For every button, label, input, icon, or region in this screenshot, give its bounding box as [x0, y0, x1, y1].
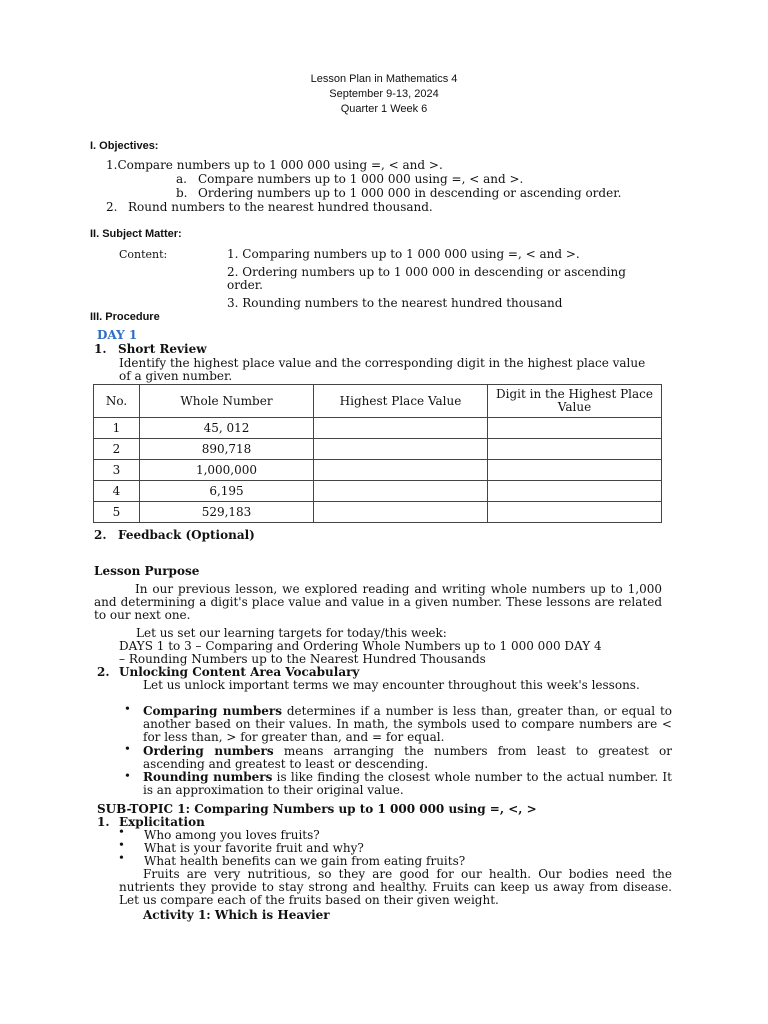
row-place — [314, 439, 488, 460]
row-number: 45, 012 — [140, 418, 314, 439]
objective-1: 1.Compare numbers up to 1 000 000 using =, < and >. — [106, 158, 443, 172]
row-no: 5 — [94, 502, 140, 523]
term-name: Rounding numbers — [143, 770, 273, 784]
explicitation-marker: 1. — [97, 815, 110, 829]
objective-1a: Compare numbers up to 1 000 000 using =, < and >. — [198, 172, 524, 186]
bullet-icon: • — [119, 838, 124, 853]
row-number: 1,000,000 — [140, 460, 314, 481]
table-row — [94, 418, 662, 439]
bullet-icon: • — [125, 769, 130, 784]
activity-heading: Activity 1: Which is Heavier — [143, 908, 330, 922]
row-number: 890,718 — [140, 439, 314, 460]
row-digit — [488, 418, 662, 439]
learning-targets-line2: – Rounding Numbers up to the Nearest Hundred Thousands — [119, 652, 486, 666]
row-number: 529,183 — [140, 502, 314, 523]
row-place — [314, 502, 488, 523]
learning-targets-intro: Let us set our learning targets for today/this week: — [136, 626, 447, 640]
table-row — [94, 460, 662, 481]
row-digit — [488, 502, 662, 523]
header-highest-place-value: Highest Place Value — [314, 385, 488, 418]
place-value-table — [93, 384, 662, 523]
learning-targets-line1: DAYS 1 to 3 – Comparing and Ordering Whole Numbers up to 1 000 000 DAY 4 — [119, 639, 602, 653]
objective-1a-marker: a. — [176, 172, 187, 186]
header-digit: Digit in the Highest Place Value — [488, 385, 662, 418]
feedback-marker: 2. — [94, 528, 107, 542]
row-place — [314, 418, 488, 439]
bullet-icon: • — [125, 742, 130, 757]
review-instruction-cont: of a given number. — [119, 369, 233, 383]
table-header-row — [94, 385, 662, 418]
row-number: 6,195 — [140, 481, 314, 502]
row-digit — [488, 481, 662, 502]
header-whole-number: Whole Number — [140, 385, 314, 418]
fruits-paragraph: Fruits are very nutritious, so they are good for our health. Our bodies need the nutrients they provide to stay strong and healthy. Fruits can keep us away from disease. Let us compare each of the fruits based on their given weight. — [119, 867, 672, 907]
row-no: 4 — [94, 481, 140, 502]
objective-1b-marker: b. — [176, 186, 188, 200]
objectives-heading: I. Objectives: — [90, 140, 159, 152]
question-3: What health benefits can we gain from eating fruits? — [144, 854, 466, 868]
row-place — [314, 460, 488, 481]
row-no: 2 — [94, 439, 140, 460]
content-item-1: 1. Comparing numbers up to 1 000 000 using =, < and >. — [227, 247, 580, 261]
objective-1b: Ordering numbers up to 1 000 000 in descending or ascending order. — [198, 186, 622, 200]
row-digit — [488, 460, 662, 481]
question-2: What is your favorite fruit and why? — [144, 841, 364, 855]
vocab-term-ordering — [143, 745, 672, 771]
content-item-2: 2. Ordering numbers up to 1 000 000 in descending or ascending — [227, 265, 626, 279]
short-review-heading: Short Review — [118, 342, 207, 356]
day-label: DAY 1 — [97, 328, 138, 342]
bullet-icon: • — [119, 851, 124, 866]
table-row — [94, 502, 662, 523]
subtopic-heading: SUB-TOPIC 1: Comparing Numbers up to 1 000 000 using =, <, > — [97, 802, 537, 816]
subject-matter-heading: II. Subject Matter: — [90, 228, 182, 240]
term-name: Comparing numbers — [143, 704, 282, 718]
procedure-heading: III. Procedure — [90, 311, 160, 323]
bullet-icon: • — [119, 825, 124, 840]
content-item-2-cont: order. — [227, 278, 263, 292]
feedback-heading: Feedback (Optional) — [118, 528, 255, 542]
short-review-marker: 1. — [94, 342, 107, 356]
vocabulary-heading: Unlocking Content Area Vocabulary — [119, 665, 360, 679]
vocabulary-marker: 2. — [97, 665, 110, 679]
table-row — [94, 481, 662, 502]
lesson-title: Lesson Plan in Mathematics 4 — [310, 73, 458, 85]
row-place — [314, 481, 488, 502]
lesson-quarter: Quarter 1 Week 6 — [340, 103, 428, 115]
table-row — [94, 439, 662, 460]
objective-2-marker: 2. — [106, 200, 118, 214]
term-definition: determines if a number is less than, greater than, or equal to another based on their values. In math, the symbols used to compare numbers are < for less than, > for greater than, and = for equal. — [143, 704, 672, 744]
review-instruction: Identify the highest place value and the corresponding digit in the highest place value — [119, 356, 646, 370]
vocab-term-rounding — [143, 771, 672, 797]
term-definition: means arranging the numbers from least to greatest or ascending and greatest to least or descending. — [143, 744, 672, 771]
vocabulary-intro: Let us unlock important terms we may encounter throughout this week's lessons. — [143, 678, 640, 692]
row-no: 1 — [94, 418, 140, 439]
term-definition: is like finding the closest whole number to the actual number. It is an approximation to their original value. — [143, 770, 672, 797]
explicitation-heading: Explicitation — [119, 815, 205, 829]
term-name: Ordering numbers — [143, 744, 274, 758]
row-digit — [488, 439, 662, 460]
content-item-3: 3. Rounding numbers to the nearest hundred thousand — [227, 296, 563, 310]
vocab-term-comparing — [143, 705, 672, 744]
bullet-icon: • — [125, 702, 130, 717]
lesson-date: September 9-13, 2024 — [329, 88, 439, 100]
lesson-purpose-heading: Lesson Purpose — [94, 564, 200, 578]
content-label: Content: — [119, 248, 168, 261]
objective-2: Round numbers to the nearest hundred thousand. — [128, 200, 433, 214]
row-no: 3 — [94, 460, 140, 481]
lesson-purpose-paragraph: In our previous lesson, we explored reading and writing whole numbers up to 1,000 and determining a digit's place value and value in a given number. These lessons are related to our next one. — [94, 582, 662, 622]
header-no: No. — [94, 385, 140, 418]
question-1: Who among you loves fruits? — [144, 828, 320, 842]
